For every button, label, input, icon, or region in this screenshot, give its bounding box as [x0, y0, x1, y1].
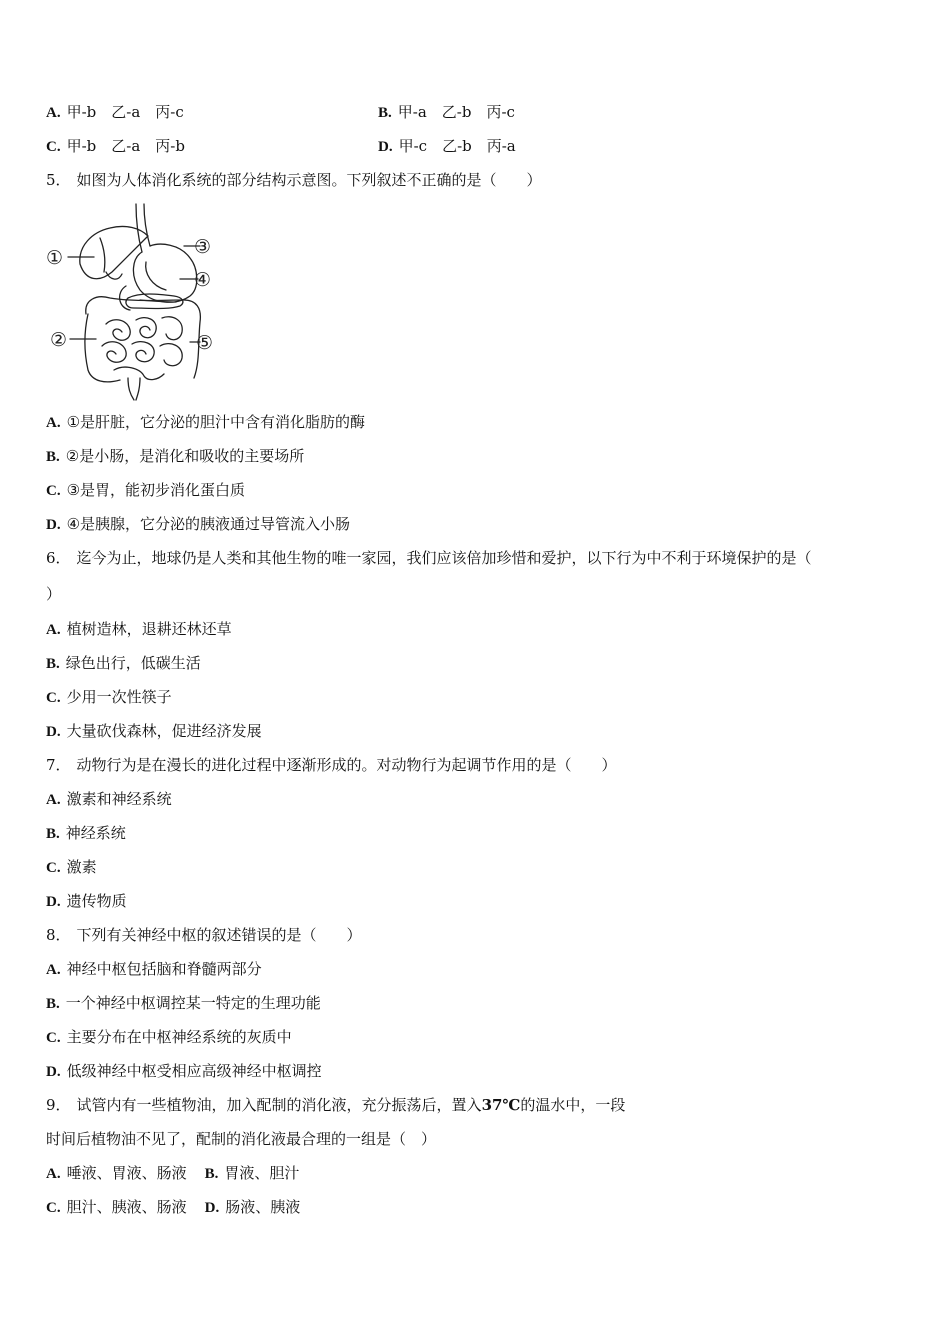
- q6-stem-line1: [46, 548, 812, 568]
- question-text: 下列有关神经中枢的叙述错误的是（ ）: [76, 926, 362, 944]
- q6-stem-line2: ）: [46, 585, 62, 603]
- option-text: 激素和神经系统: [66, 790, 172, 808]
- option-label: B.: [204, 1166, 219, 1182]
- question-number: 7．: [46, 756, 71, 774]
- q8-option-a: [46, 959, 262, 980]
- option-label: C.: [46, 483, 61, 499]
- option-text: 绿色出行，低碳生活: [65, 654, 201, 672]
- option-label: A.: [46, 105, 61, 121]
- q8-option-b: [46, 993, 321, 1014]
- option-text: ③是胃，能初步消化蛋白质: [66, 481, 246, 499]
- option-label: C.: [46, 690, 61, 706]
- q6-option-a: [46, 619, 232, 640]
- option-label: B.: [46, 826, 60, 842]
- option-label: D.: [46, 1064, 61, 1080]
- option-text: 少用一次性筷子: [66, 688, 172, 706]
- q7-option-b: [46, 823, 126, 844]
- question-number: 5．: [46, 171, 71, 189]
- q8-stem: [46, 925, 362, 945]
- option-text: 神经系统: [65, 824, 126, 842]
- option-label: D.: [46, 894, 61, 910]
- q4-option-d: [378, 136, 516, 157]
- q7-option-d: [46, 891, 127, 912]
- option-text: ②是小肠，是消化和吸收的主要场所: [65, 447, 305, 465]
- q4-option-c: [46, 136, 185, 157]
- question-number: 6．: [46, 549, 71, 567]
- diagram-label-3: ③: [194, 236, 212, 258]
- option-text: 一个神经中枢调控某一特定的生理功能: [65, 994, 321, 1012]
- diagram-label-1: ①: [46, 247, 64, 269]
- option-text: 唾液、胃液、肠液: [66, 1164, 187, 1182]
- option-label: D.: [204, 1200, 220, 1216]
- option-text: 甲-b 乙-a 丙-c: [66, 103, 184, 121]
- temperature-value: 37℃: [481, 1096, 521, 1114]
- option-text: 主要分布在中枢神经系统的灰质中: [66, 1028, 292, 1046]
- option-text: 神经中枢包括脑和脊髓两部分: [66, 960, 262, 978]
- diagram-label-4: ④: [194, 269, 212, 291]
- option-text: 激素: [66, 858, 97, 876]
- option-label: A.: [46, 962, 61, 978]
- option-label: B.: [46, 996, 60, 1012]
- question-text: 如图为人体消化系统的部分结构示意图。下列叙述不正确的是（ ）: [76, 171, 542, 189]
- option-text: 遗传物质: [66, 892, 127, 910]
- option-text: ①是肝脏，它分泌的胆汁中含有消化脂肪的酶: [66, 413, 366, 431]
- option-text: 植树造林，退耕还林还草: [66, 620, 232, 638]
- diagram-label-2: ②: [50, 329, 68, 351]
- question-text-part2: 的温水中，一段: [520, 1096, 626, 1114]
- q9-stem-line1: [46, 1095, 625, 1115]
- option-label: D.: [46, 724, 61, 740]
- option-text: 肠液、胰液: [225, 1198, 301, 1216]
- option-text: 甲-c 乙-b 丙-a: [398, 137, 516, 155]
- question-number: 8．: [46, 926, 71, 944]
- option-text: ④是胰腺，它分泌的胰液通过导管流入小肠: [66, 515, 351, 533]
- q8-option-d: [46, 1061, 322, 1082]
- q5-option-b: [46, 446, 304, 467]
- q7-option-a: [46, 789, 172, 810]
- q5-option-a: [46, 412, 365, 433]
- option-text: 胆汁、胰液、肠液: [66, 1198, 187, 1216]
- option-text: 大量砍伐森林，促进经济发展: [66, 722, 262, 740]
- q6-option-d: [46, 721, 262, 742]
- option-label: B.: [46, 656, 60, 672]
- option-label: D.: [46, 517, 61, 533]
- question-text-part1: 试管内有一些植物油，加入配制的消化液，充分振荡后，置入: [76, 1096, 482, 1114]
- question-text: 动物行为是在漫长的进化过程中逐渐形成的。对动物行为起调节作用的是（ ）: [76, 756, 617, 774]
- q4-option-b: [378, 102, 515, 123]
- q5-option-c: [46, 480, 245, 501]
- q5-option-d: [46, 514, 350, 535]
- option-label: B.: [46, 449, 60, 465]
- q8-option-c: [46, 1027, 292, 1048]
- option-text: 甲-b 乙-a 丙-b: [66, 137, 185, 155]
- option-label: D.: [378, 139, 393, 155]
- question-number: 9．: [46, 1096, 71, 1114]
- question-text: 迄今为止，地球仍是人类和其他生物的唯一家园，我们应该倍加珍惜和爱护，以下行为中不利于环境保护的是（: [76, 549, 812, 567]
- option-label: A.: [46, 415, 61, 431]
- q5-stem: [46, 170, 542, 190]
- option-text: 低级神经中枢受相应高级神经中枢调控: [66, 1062, 322, 1080]
- q6-option-c: [46, 687, 172, 708]
- q9-options-row2: [46, 1197, 300, 1218]
- q7-stem: [46, 755, 617, 775]
- q4-option-a: [46, 102, 184, 123]
- option-label: C.: [46, 1200, 61, 1216]
- digestive-system-diagram: [44, 202, 220, 402]
- option-text: 甲-a 乙-b 丙-c: [397, 103, 515, 121]
- option-label: A.: [46, 1166, 61, 1182]
- option-label: C.: [46, 1030, 61, 1046]
- option-label: A.: [46, 792, 61, 808]
- q6-option-b: [46, 653, 201, 674]
- q7-option-c: [46, 857, 97, 878]
- option-label: A.: [46, 622, 61, 638]
- diagram-label-5: ⑤: [196, 332, 214, 354]
- q9-options-row1: [46, 1163, 299, 1184]
- option-label: C.: [46, 139, 61, 155]
- q9-stem-line2: 时间后植物油不见了，配制的消化液最合理的一组是（ ）: [46, 1130, 437, 1148]
- option-label: C.: [46, 860, 61, 876]
- option-text: 胃液、胆汁: [224, 1164, 300, 1182]
- option-label: B.: [378, 105, 392, 121]
